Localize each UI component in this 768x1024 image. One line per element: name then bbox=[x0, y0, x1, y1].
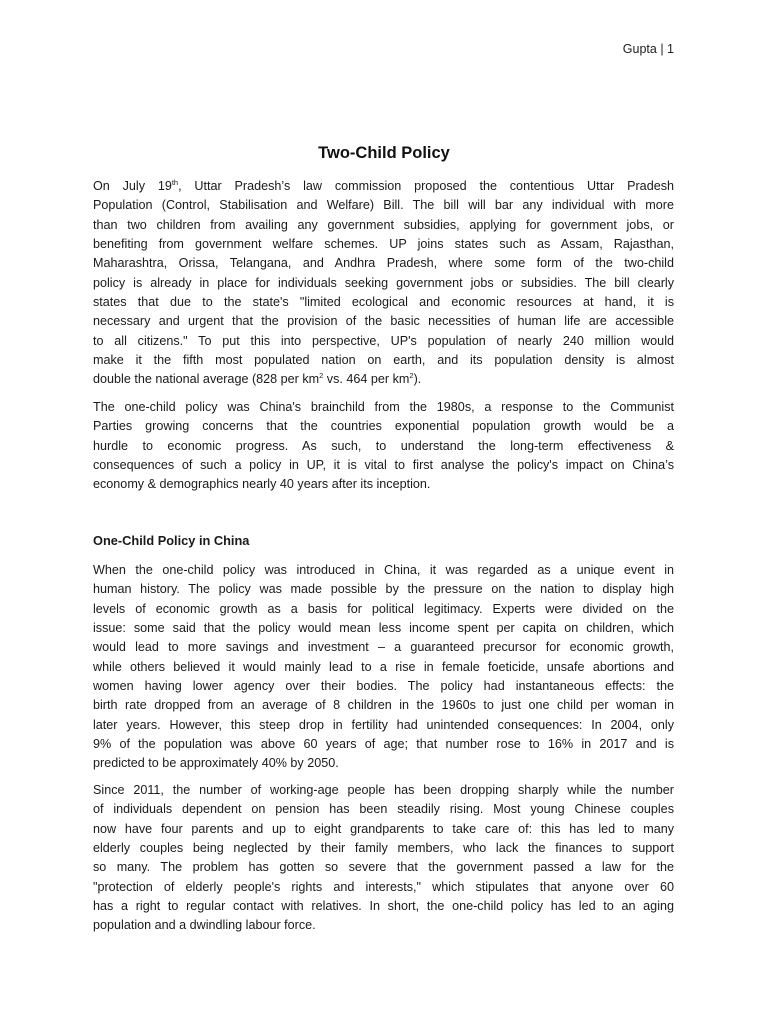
text-line: 9% of the population was above 60 years of age; that number rose to 16% in 2017 and is bbox=[93, 737, 674, 752]
text-line: On July 19th, Uttar Pradesh’s law commission proposed the contentious Uttar Pradesh bbox=[93, 178, 674, 193]
text-line: states that due to the state's "limited ecological and economic resources at hand, it is bbox=[93, 295, 674, 310]
text-line: predicted to be approximately 40% by 2050. bbox=[93, 756, 339, 771]
text-line: When the one-child policy was introduced in China, it was regarded as a unique event in bbox=[93, 563, 674, 577]
text-line: policy is already in place for individuals seeking government jobs or subsidies. The bill clearly bbox=[93, 275, 674, 290]
text-line: now have four parents and up to eight grandparents to take care of: this has led to many bbox=[93, 821, 674, 836]
paragraph-china-background bbox=[93, 398, 674, 495]
text-line: than two children from availing any government subsidies, applying for government jobs, or bbox=[93, 217, 674, 232]
document-title: Two-Child Policy bbox=[318, 144, 450, 162]
text-line: Population (Control, Stabilisation and Welfare) Bill. The bill will bar any individual with more bbox=[93, 198, 674, 213]
text-line: would lead to more savings and investment – a guaranteed precursor for economic growth, bbox=[93, 640, 674, 655]
text-line: to all citizens." To put this into perspective, UP's population of nearly 240 million would bbox=[93, 333, 674, 348]
text-line: levels of economic growth as a basis for political legitimacy. Experts were divided on the bbox=[93, 601, 674, 616]
text-line: benefiting from government welfare schemes. UP joins states such as Assam, Rajasthan, bbox=[93, 237, 674, 252]
text-line: economy & demographics nearly 40 years after its inception. bbox=[93, 477, 431, 492]
paragraph-aging-population bbox=[93, 781, 674, 936]
text-line: The one-child policy was China's brainchild from the 1980s, a response to the Communist bbox=[93, 400, 674, 414]
text-line: women having lower agency over their bodies. The policy had instantaneous effects: the bbox=[93, 679, 674, 694]
text-line: hurdle to economic progress. As such, to understand the long-term effectiveness & bbox=[93, 438, 674, 453]
text-line: Parties growing concerns that the countries exponential population growth would be a bbox=[93, 419, 674, 434]
page-header bbox=[623, 42, 674, 56]
paragraph-one-child-effects bbox=[93, 561, 674, 774]
text-line: necessary and urgent that the provision of the basic necessities of human life are accessible bbox=[93, 314, 674, 329]
text-line: consequences of such a policy in UP, it is vital to first analyse the policy's impact on China’s bbox=[93, 458, 674, 473]
superscript: th bbox=[171, 178, 179, 187]
superscript: 2 bbox=[409, 371, 414, 381]
text-line: birth rate dropped from an average of 8 children in the 1960s to just one child per woman in bbox=[93, 698, 674, 713]
text-line: human history. The policy was made possible by the pressure on the nation to display high bbox=[93, 582, 674, 597]
text-line: make it the fifth most populated nation on earth, and its population density is almost bbox=[93, 353, 674, 368]
superscript: 2 bbox=[319, 371, 324, 381]
section-heading: One-Child Policy in China bbox=[93, 533, 250, 548]
text-line: Since 2011, the number of working-age people has been dropping sharply while the number bbox=[93, 783, 674, 797]
text-line: issue: some said that the policy would mean less income spent per capita on children, which bbox=[93, 621, 674, 636]
text-line: Maharashtra, Orissa, Telangana, and Andhra Pradesh, where some form of the two-child bbox=[93, 256, 674, 271]
header-separator: | bbox=[660, 42, 664, 56]
header-author: Gupta bbox=[622, 42, 657, 56]
text-line: while others believed it would mainly lead to a rise in female foeticide, unsafe abortions and bbox=[93, 659, 674, 674]
text-line: later years. However, this steep drop in fertility had unintended consequences: In 2004, only bbox=[93, 717, 674, 732]
text-line: so many. The problem has gotten so severe that the government passed a law for the bbox=[93, 860, 674, 875]
text-line: population and a dwindling labour force. bbox=[93, 918, 316, 933]
text-line: double the national average (828 per $km^2$ vs. 464 per $km^2$). bbox=[93, 371, 422, 387]
page-number: 1 bbox=[667, 42, 674, 56]
paragraph-intro bbox=[93, 177, 674, 390]
text-line: elderly couples being neglected by their family members, who lack the finances to support bbox=[93, 841, 674, 856]
text-line: "protection of elderly people's rights and interests," which stipulates that anyone over 60 bbox=[93, 879, 674, 894]
text-line: has a right to regular contact with relatives. In short, the one-child policy has led to an aging bbox=[93, 899, 674, 914]
text-line: of individuals dependent on pension has been steadily rising. Most young Chinese couples bbox=[93, 802, 674, 817]
